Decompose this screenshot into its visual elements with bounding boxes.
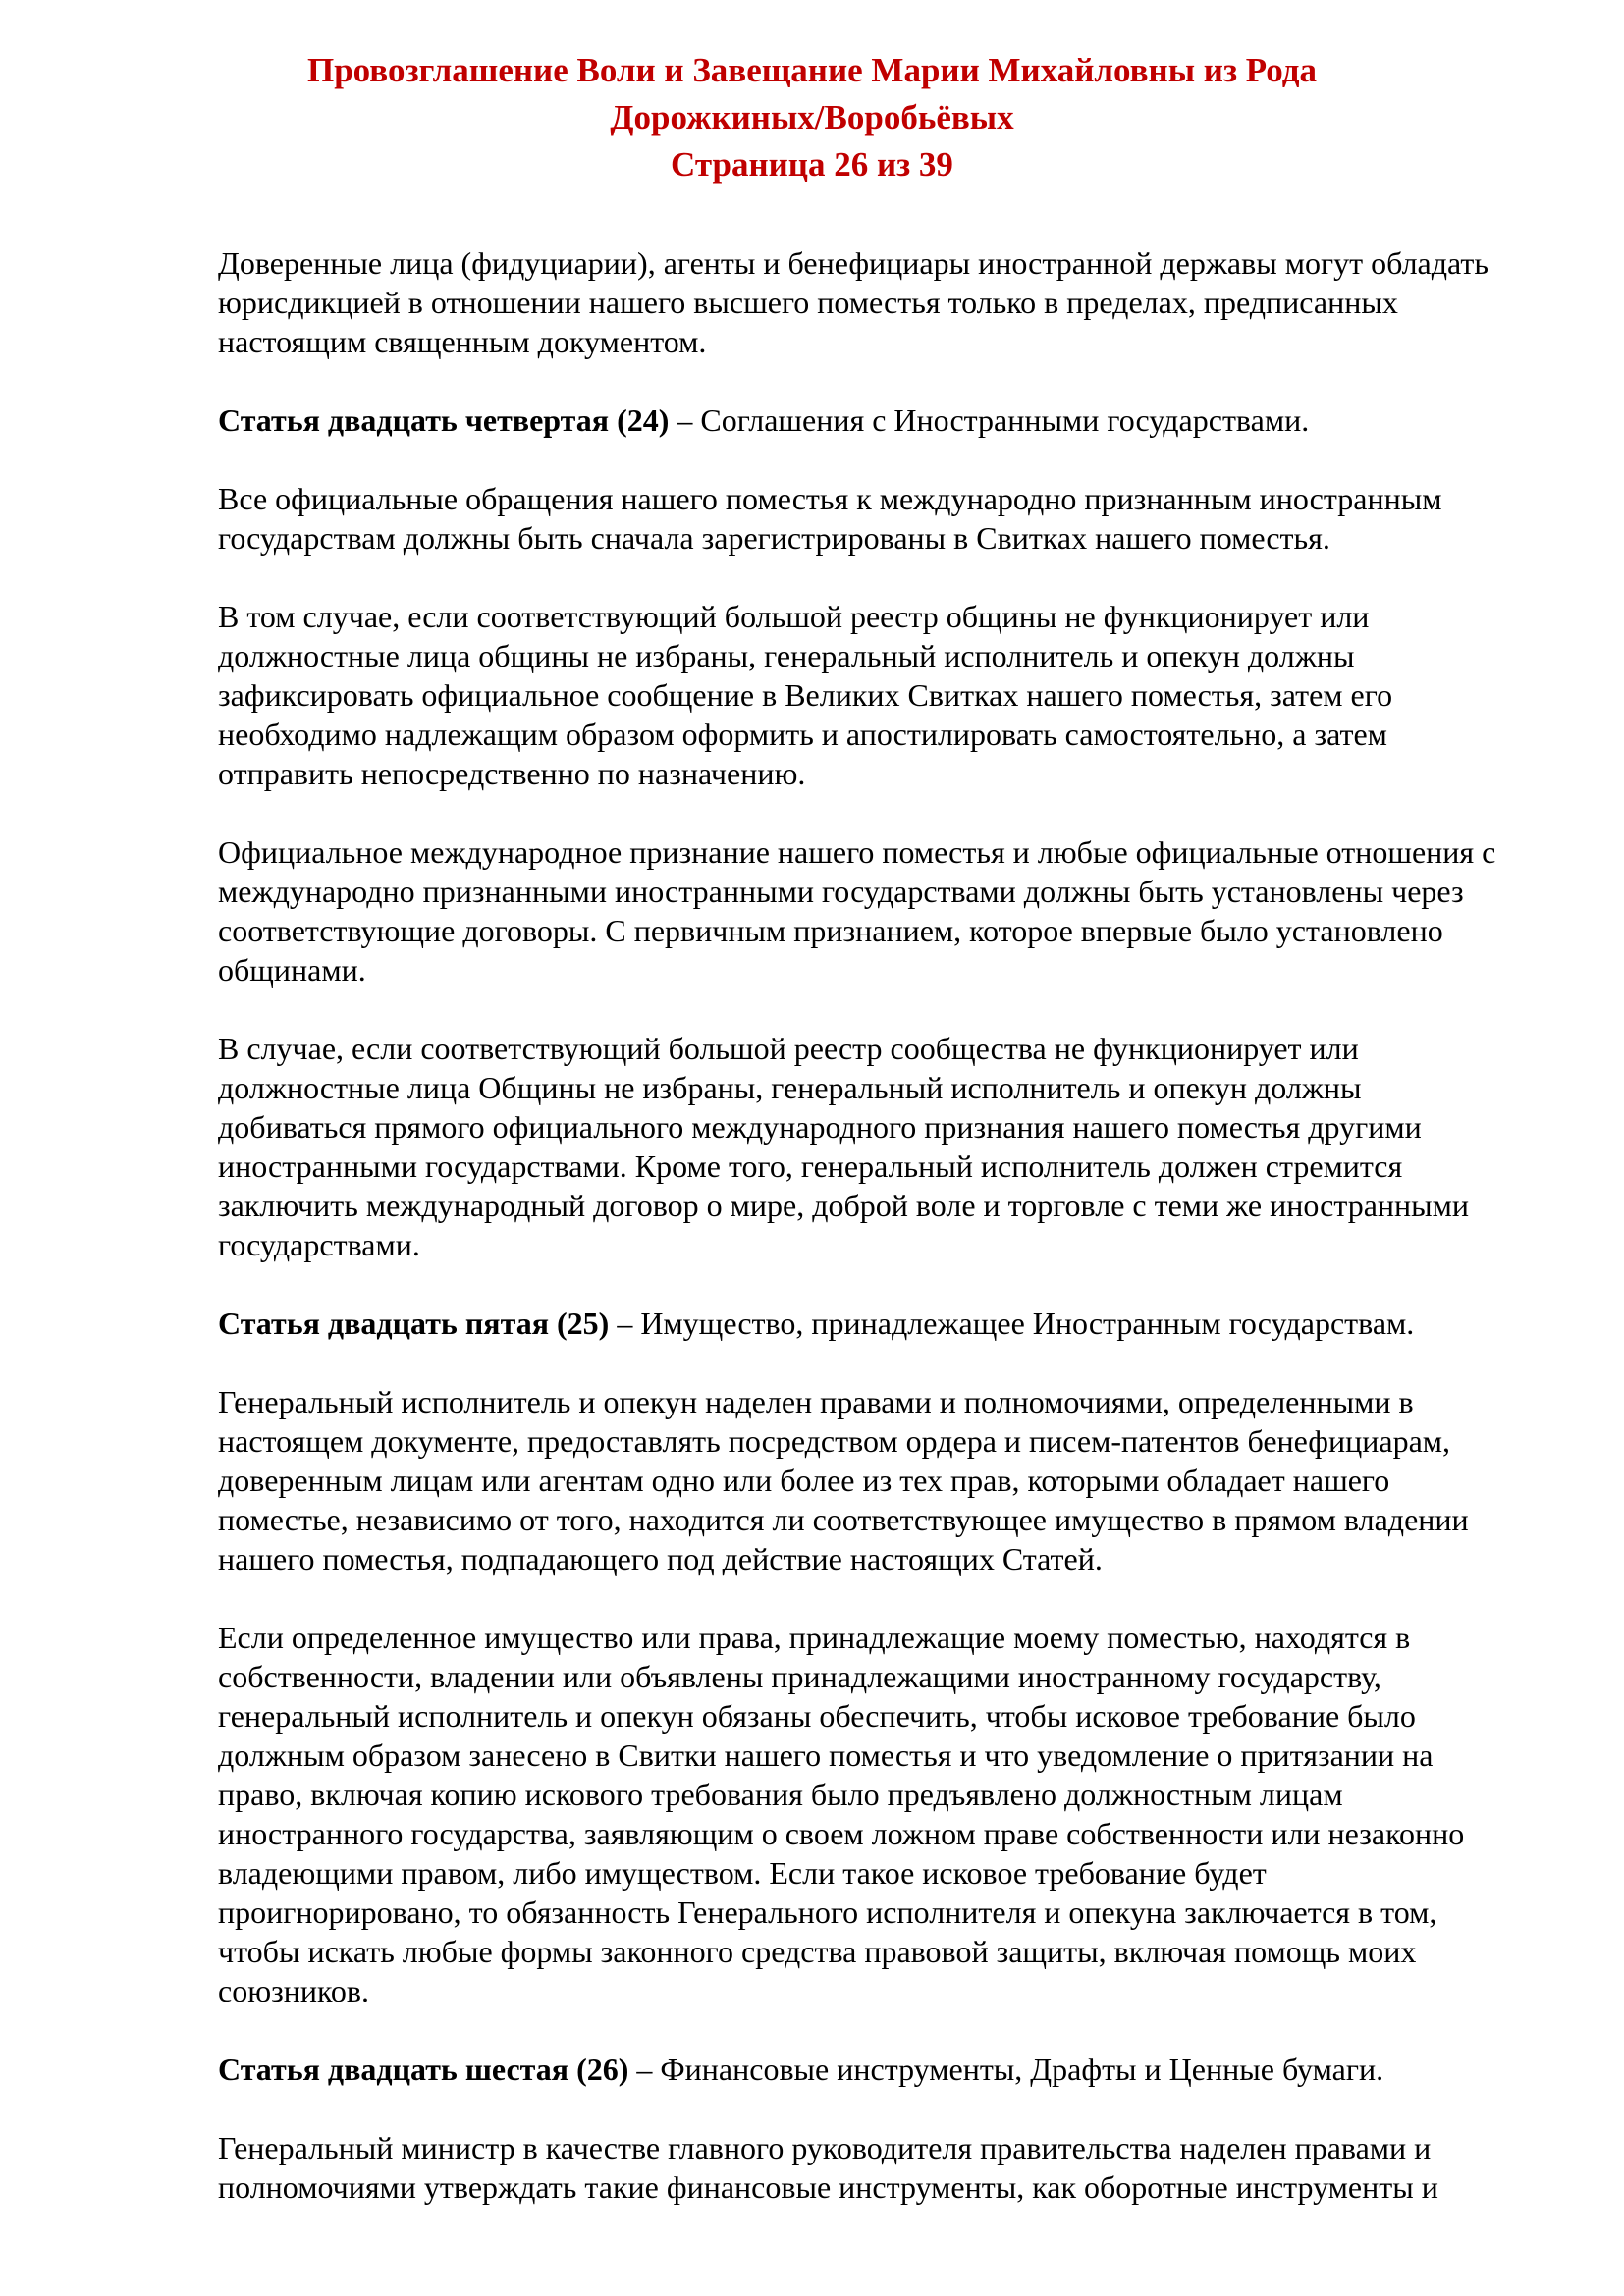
article-26-heading [218,2050,1512,2089]
document-body [0,243,1512,2207]
paragraph: Официальное международное признание нашего поместья и любые официальные отношения с международно признанными иностранными государствами должны быть установлены через соответствующие договоры. С первичным признанием, которое впервые было установлено общинами. [218,834,1496,988]
article-25-number: Статья двадцать пятая (25) [218,1306,610,1341]
document-title [0,47,1624,188]
article-25-heading [218,1304,1512,1343]
paragraph: Генеральный министр в качестве главного руководителя правительства наделен правами и полномочиями утверждать такие финансовые инструменты, как оборотные инструменты и [218,2130,1438,2205]
title-line-1: Провозглашение Воли и Завещание Марии Михайловны из Рода [306,51,1317,89]
article-26-number: Статья двадцать шестая (26) [218,2052,629,2087]
paragraph: В случае, если соответствующий большой реестр сообщества не функционирует или должностные лица Общины не избраны, генеральный исполнитель и опекун должны добиваться прямого официального международного признания нашего поместья другими иностранными государствами. Кроме того, генеральный исполнитель должен стремится заключить международный договор о мире, доброй воле и торговле с теми же иностранными государствами. [218,1031,1470,1262]
article-24-title: – Соглашения с Иностранными государствами. [669,402,1310,438]
article-25-title: – Имущество, принадлежащее Иностранным государствам. [609,1306,1415,1341]
title-line-2: Дорожкиных/Воробьёвых [610,98,1014,136]
paragraph: Доверенные лица (фидуциарии), агенты и бенефициары иностранной державы могут обладать юрисдикцией в отношении нашего высшего поместья только в пределах, предписанных настоящим священным документом. [218,245,1489,359]
paragraph: Генеральный исполнитель и опекун наделен правами и полномочиями, определенными в настоящем документе, предоставлять посредством ордера и писем-патентов бенефициарам, доверенным лицам или агентам одно или более из тех прав, которыми обладает нашего поместье, независимо от того, находится ли соответствующее имущество в прямом владении нашего поместья, подпадающего под действие настоящих Статей. [218,1384,1469,1576]
paragraph: Все официальные обращения нашего поместья к международно признанным иностранным государствам должны быть сначала зарегистрированы в Свитках нашего поместья. [218,481,1442,556]
page-number-line: Страница 26 из 39 [671,145,953,184]
paragraph: Если определенное имущество или права, принадлежащие моему поместью, находятся в собственности, владении или объявлены принадлежащими иностранному государству, генеральный исполнитель и опекун обязаны обеспечить, чтобы исковое требование было должным образом занесено в Свитки нашего поместья и что уведомление о притязании на право, включая копию искового требования было предъявлено должностным лицам иностранного государства, заявляющим о своем ложном праве собственности или незаконно владеющими правом, либо имуществом. Если такое исковое требование будет проигнорировано, то обязанность Генерального исполнителя и опекуна заключается в том, чтобы искать любые формы законного средства правовой защиты, включая помощь моих союзников. [218,1620,1465,2008]
paragraph: В том случае, если соответствующий большой реестр общины не функционирует или должностные лица общины не избраны, генеральный исполнитель и опекун должны зафиксировать официальное сообщение в Великих Свитках нашего поместья, затем его необходимо надлежащим образом оформить и апостилировать самостоятельно, а затем отправить непосредственно по назначению. [218,599,1393,791]
article-24-heading [218,400,1512,440]
article-24-number: Статья двадцать четвертая (24) [218,402,670,438]
article-26-title: – Финансовые инструменты, Драфты и Ценные бумаги. [628,2052,1384,2087]
